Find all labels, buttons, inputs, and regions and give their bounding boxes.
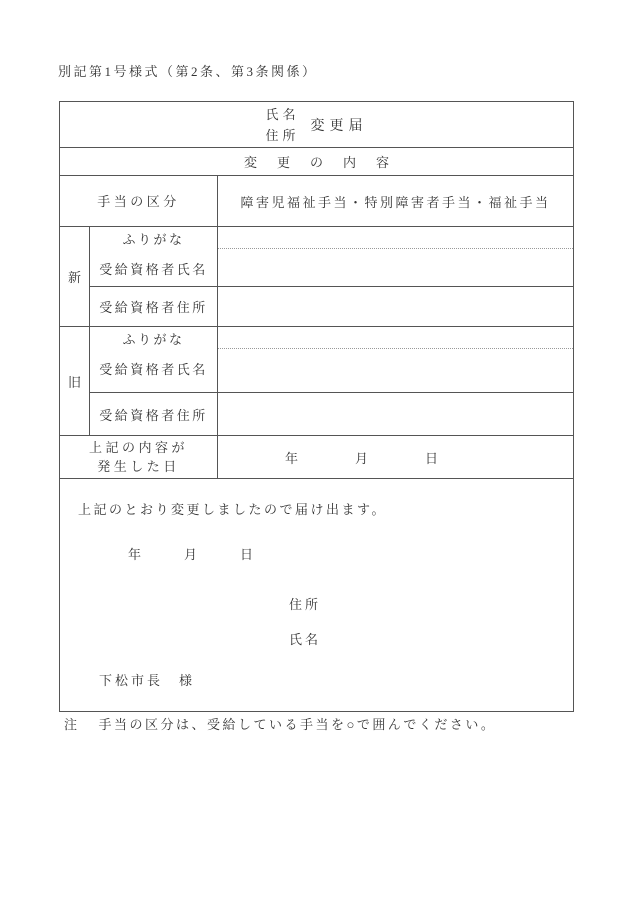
old-furigana-divider-line — [218, 348, 573, 349]
allowance-row — [60, 176, 573, 227]
new-recipient-section — [60, 227, 573, 327]
allowance-options: 障害児福祉手当・特別障害者手当・福祉手当 — [240, 194, 551, 210]
old-address-row — [90, 393, 573, 435]
footnote-text: 手当の区分は、受給している手当を○で囲んでください。 — [98, 717, 497, 732]
new-recipient-address-label: 受給資格者住所 — [90, 287, 218, 326]
new-recipient-name-label: 受給資格者氏名 — [99, 262, 208, 277]
header-name-label: 氏名 — [265, 106, 300, 122]
occurrence-date-row — [60, 436, 573, 479]
new-furigana-label: ふりがな — [122, 232, 185, 247]
old-recipient-address-field — [218, 393, 573, 435]
declaration-section — [60, 479, 573, 711]
header-address-label: 住所 — [265, 127, 300, 143]
name-address-stack — [265, 104, 299, 146]
form-header-row — [60, 102, 573, 148]
old-recipient-name-label: 受給資格者氏名 — [99, 362, 208, 377]
form-title: 変更届 — [310, 118, 368, 134]
occurrence-date-field — [218, 436, 573, 478]
new-address-row — [90, 287, 573, 326]
occurrence-date-label: 上記の内容が 発生した日 — [60, 436, 218, 478]
old-furigana-label: ふりがな — [122, 332, 185, 347]
new-furigana-divider-line — [218, 248, 573, 249]
change-notification-table — [59, 101, 574, 712]
old-name-row — [90, 327, 573, 393]
addressee-mayor: 下松市長 様 — [99, 673, 196, 688]
section-title-row — [60, 148, 573, 176]
declaration-month-label: 月 — [184, 547, 198, 562]
form-title-group — [265, 104, 367, 146]
occurrence-day-label: 日 — [425, 450, 439, 466]
occurrence-month-label: 月 — [355, 450, 369, 466]
declaration-name-label: 氏名 — [289, 632, 322, 647]
old-section-label: 旧 — [60, 327, 90, 435]
occurrence-year-label: 年 — [285, 450, 299, 466]
declaration-statement: 上記のとおり変更しましたので届け出ます。 — [78, 502, 387, 517]
new-recipient-name-field — [218, 227, 573, 286]
new-section-label: 新 — [60, 227, 90, 326]
new-name-row — [90, 227, 573, 287]
section-title: 変更の内容 — [243, 155, 409, 170]
form-style-reference: 別記第1号様式（第2条、第3条関係） — [58, 64, 318, 79]
old-recipient-address-label: 受給資格者住所 — [90, 393, 218, 435]
declaration-year-label: 年 — [128, 547, 142, 562]
footnote — [64, 714, 496, 733]
allowance-category-label: 手当の区分 — [60, 176, 218, 226]
declaration-day-label: 日 — [240, 547, 254, 562]
old-recipient-name-field — [218, 327, 573, 392]
old-recipient-section — [60, 327, 573, 436]
footnote-marker: 注 — [64, 717, 80, 732]
declaration-date-field — [128, 544, 253, 563]
new-recipient-address-field — [218, 287, 573, 326]
declaration-address-label: 住所 — [289, 597, 322, 612]
